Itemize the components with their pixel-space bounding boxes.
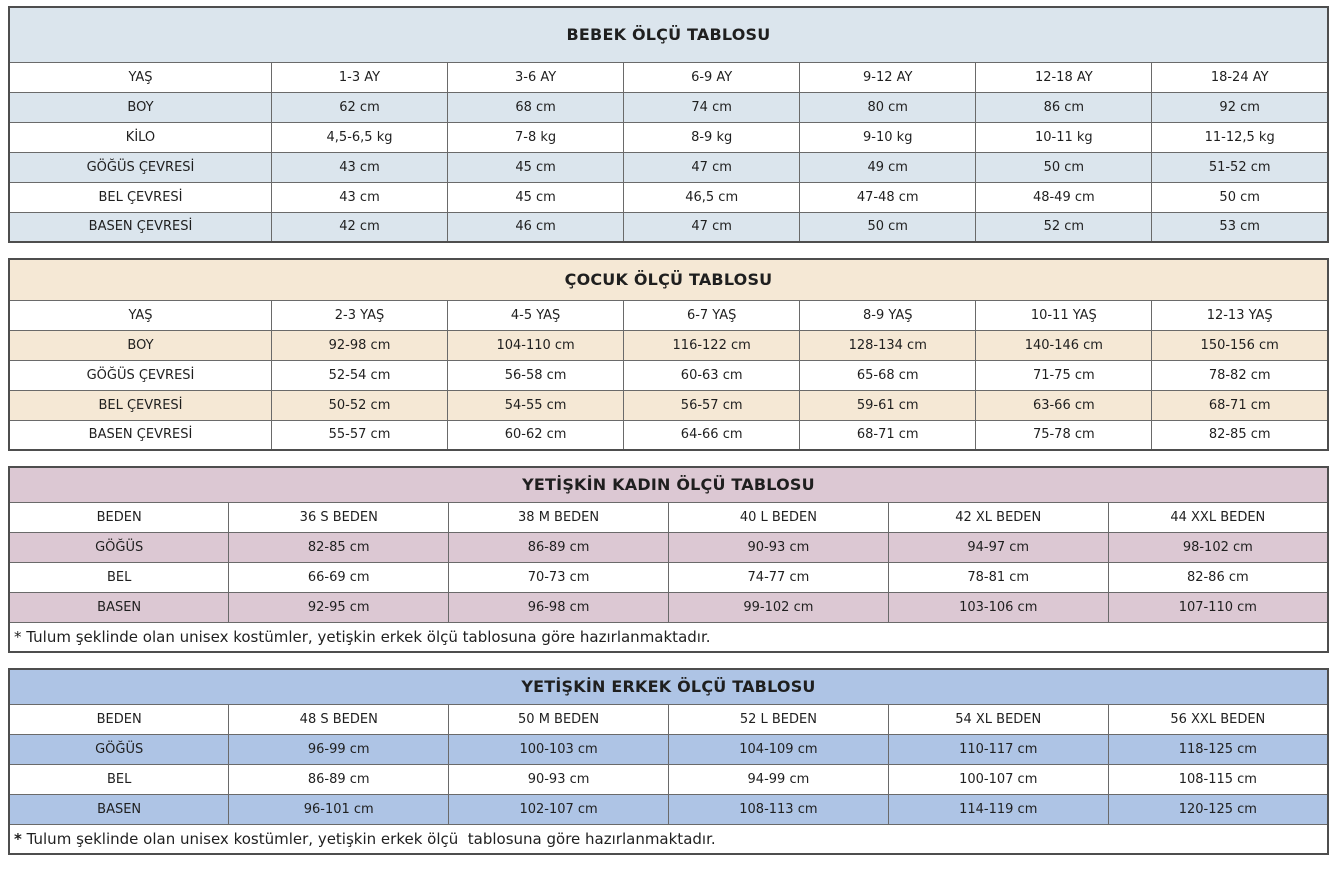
row-label: BASEN (9, 592, 229, 622)
table-row (9, 390, 1328, 420)
cell-value: 68 cm (448, 92, 624, 122)
cell-value: 47-48 cm (800, 182, 976, 212)
table-title: ÇOCUK ÖLÇÜ TABLOSU (9, 259, 1328, 300)
cell-value: 52 L BEDEN (668, 704, 888, 734)
footnote (9, 824, 1328, 854)
cell-value: 75-78 cm (976, 420, 1152, 450)
cell-value: 140-146 cm (976, 330, 1152, 360)
cell-value: 59-61 cm (800, 390, 976, 420)
cell-value: 3-6 AY (448, 62, 624, 92)
cell-value: 6-9 AY (624, 62, 800, 92)
cell-value: 100-103 cm (449, 734, 669, 764)
footnote-row (9, 622, 1328, 652)
cell-value: 48 S BEDEN (229, 704, 449, 734)
cell-value: 74-77 cm (668, 562, 888, 592)
cell-value: 62 cm (271, 92, 447, 122)
cell-value: 52 cm (976, 212, 1152, 242)
footnote-row (9, 824, 1328, 854)
footnote-asterisk: * (14, 829, 22, 848)
cell-value: 18-24 AY (1152, 62, 1328, 92)
cell-value: 110-117 cm (888, 734, 1108, 764)
table-row (9, 182, 1328, 212)
row-label: BASEN ÇEVRESİ (9, 212, 271, 242)
table-row (9, 122, 1328, 152)
table-row (9, 562, 1328, 592)
cell-value: 68-71 cm (1152, 390, 1328, 420)
table-title: BEBEK ÖLÇÜ TABLOSU (9, 7, 1328, 62)
cell-value: 108-113 cm (668, 794, 888, 824)
row-label: BEL (9, 562, 229, 592)
cell-value: 56 XXL BEDEN (1108, 704, 1328, 734)
cell-value: 43 cm (271, 152, 447, 182)
cell-value: 150-156 cm (1152, 330, 1328, 360)
table-row (9, 420, 1328, 450)
cell-value: 92-98 cm (271, 330, 447, 360)
row-label: YAŞ (9, 62, 271, 92)
cell-value: 86-89 cm (229, 764, 449, 794)
cell-value: 92-95 cm (229, 592, 449, 622)
table-title: YETİŞKİN ERKEK ÖLÇÜ TABLOSU (9, 669, 1328, 704)
cell-value: 47 cm (624, 212, 800, 242)
cell-value: 12-18 AY (976, 62, 1152, 92)
row-label: KİLO (9, 122, 271, 152)
table-row (9, 592, 1328, 622)
row-label: BASEN ÇEVRESİ (9, 420, 271, 450)
footnote-asterisk: * (14, 627, 22, 646)
cell-value: 63-66 cm (976, 390, 1152, 420)
cell-value: 4-5 YAŞ (448, 300, 624, 330)
cell-value: 49 cm (800, 152, 976, 182)
table-row (9, 794, 1328, 824)
cell-value: 90-93 cm (668, 532, 888, 562)
cell-value: 103-106 cm (888, 592, 1108, 622)
cell-value: 66-69 cm (229, 562, 449, 592)
cell-value: 43 cm (271, 182, 447, 212)
footnote (9, 622, 1328, 652)
cell-value: 64-66 cm (624, 420, 800, 450)
row-label: GÖĞÜS (9, 734, 229, 764)
cell-value: 120-125 cm (1108, 794, 1328, 824)
cell-value: 71-75 cm (976, 360, 1152, 390)
row-label: BOY (9, 92, 271, 122)
cell-value: 86 cm (976, 92, 1152, 122)
row-label: GÖĞÜS ÇEVRESİ (9, 360, 271, 390)
cell-value: 50 cm (800, 212, 976, 242)
cell-value: 10-11 kg (976, 122, 1152, 152)
cell-value: 60-63 cm (624, 360, 800, 390)
cell-value: 56-57 cm (624, 390, 800, 420)
table-row (9, 212, 1328, 242)
cell-value: 54-55 cm (448, 390, 624, 420)
cell-value: 11-12,5 kg (1152, 122, 1328, 152)
cell-value: 104-109 cm (668, 734, 888, 764)
cell-value: 45 cm (448, 152, 624, 182)
cell-value: 90-93 cm (449, 764, 669, 794)
cell-value: 50-52 cm (271, 390, 447, 420)
cell-value: 99-102 cm (668, 592, 888, 622)
size-table-kadin (8, 466, 1329, 653)
cell-value: 65-68 cm (800, 360, 976, 390)
cell-value: 46 cm (448, 212, 624, 242)
size-table-cocuk (8, 258, 1329, 451)
row-label: BEDEN (9, 704, 229, 734)
cell-value: 7-8 kg (448, 122, 624, 152)
table-row (9, 92, 1328, 122)
cell-value: 2-3 YAŞ (271, 300, 447, 330)
size-tables-page (8, 6, 1329, 855)
cell-value: 48-49 cm (976, 182, 1152, 212)
cell-value: 45 cm (448, 182, 624, 212)
cell-value: 42 XL BEDEN (888, 502, 1108, 532)
cell-value: 50 M BEDEN (449, 704, 669, 734)
table-row (9, 532, 1328, 562)
footnote-text: Tulum şeklinde olan unisex kostümler, yetişkin erkek ölçü tablosuna göre hazırlanmaktadır. (21, 627, 711, 646)
table-row (9, 734, 1328, 764)
cell-value: 108-115 cm (1108, 764, 1328, 794)
cell-value: 74 cm (624, 92, 800, 122)
cell-value: 50 cm (1152, 182, 1328, 212)
cell-value: 116-122 cm (624, 330, 800, 360)
cell-value: 56-58 cm (448, 360, 624, 390)
table-row (9, 330, 1328, 360)
cell-value: 80 cm (800, 92, 976, 122)
cell-value: 82-86 cm (1108, 562, 1328, 592)
cell-value: 9-12 AY (800, 62, 976, 92)
table-row (9, 764, 1328, 794)
cell-value: 6-7 YAŞ (624, 300, 800, 330)
cell-value: 40 L BEDEN (668, 502, 888, 532)
row-label: BOY (9, 330, 271, 360)
size-table-erkek (8, 668, 1329, 855)
cell-value: 70-73 cm (449, 562, 669, 592)
cell-value: 82-85 cm (229, 532, 449, 562)
cell-value: 44 XXL BEDEN (1108, 502, 1328, 532)
cell-value: 102-107 cm (449, 794, 669, 824)
cell-value: 86-89 cm (449, 532, 669, 562)
footnote-text: Tulum şeklinde olan unisex kostümler, yetişkin erkek ölçü tablosuna göre hazırlanmaktadır. (21, 829, 716, 848)
cell-value: 104-110 cm (448, 330, 624, 360)
row-label: BEL ÇEVRESİ (9, 182, 271, 212)
cell-value: 46,5 cm (624, 182, 800, 212)
row-label: BEL ÇEVRESİ (9, 390, 271, 420)
table-title: YETİŞKİN KADIN ÖLÇÜ TABLOSU (9, 467, 1328, 502)
table-row (9, 62, 1328, 92)
table-row (9, 360, 1328, 390)
cell-value: 8-9 kg (624, 122, 800, 152)
cell-value: 55-57 cm (271, 420, 447, 450)
cell-value: 96-98 cm (449, 592, 669, 622)
cell-value: 50 cm (976, 152, 1152, 182)
cell-value: 60-62 cm (448, 420, 624, 450)
table-row (9, 704, 1328, 734)
cell-value: 12-13 YAŞ (1152, 300, 1328, 330)
cell-value: 68-71 cm (800, 420, 976, 450)
cell-value: 4,5-6,5 kg (271, 122, 447, 152)
cell-value: 98-102 cm (1108, 532, 1328, 562)
cell-value: 78-82 cm (1152, 360, 1328, 390)
row-label: BEDEN (9, 502, 229, 532)
cell-value: 9-10 kg (800, 122, 976, 152)
cell-value: 78-81 cm (888, 562, 1108, 592)
table-row (9, 152, 1328, 182)
cell-value: 38 M BEDEN (449, 502, 669, 532)
cell-value: 52-54 cm (271, 360, 447, 390)
cell-value: 96-99 cm (229, 734, 449, 764)
row-label: BASEN (9, 794, 229, 824)
cell-value: 100-107 cm (888, 764, 1108, 794)
cell-value: 118-125 cm (1108, 734, 1328, 764)
row-label: GÖĞÜS ÇEVRESİ (9, 152, 271, 182)
cell-value: 107-110 cm (1108, 592, 1328, 622)
cell-value: 114-119 cm (888, 794, 1108, 824)
table-row (9, 300, 1328, 330)
cell-value: 94-97 cm (888, 532, 1108, 562)
cell-value: 92 cm (1152, 92, 1328, 122)
table-row (9, 502, 1328, 532)
size-table-bebek (8, 6, 1329, 243)
row-label: GÖĞÜS (9, 532, 229, 562)
row-label: BEL (9, 764, 229, 794)
cell-value: 1-3 AY (271, 62, 447, 92)
cell-value: 51-52 cm (1152, 152, 1328, 182)
cell-value: 8-9 YAŞ (800, 300, 976, 330)
cell-value: 47 cm (624, 152, 800, 182)
cell-value: 53 cm (1152, 212, 1328, 242)
cell-value: 54 XL BEDEN (888, 704, 1108, 734)
cell-value: 82-85 cm (1152, 420, 1328, 450)
cell-value: 42 cm (271, 212, 447, 242)
cell-value: 96-101 cm (229, 794, 449, 824)
cell-value: 36 S BEDEN (229, 502, 449, 532)
row-label: YAŞ (9, 300, 271, 330)
cell-value: 128-134 cm (800, 330, 976, 360)
cell-value: 94-99 cm (668, 764, 888, 794)
cell-value: 10-11 YAŞ (976, 300, 1152, 330)
